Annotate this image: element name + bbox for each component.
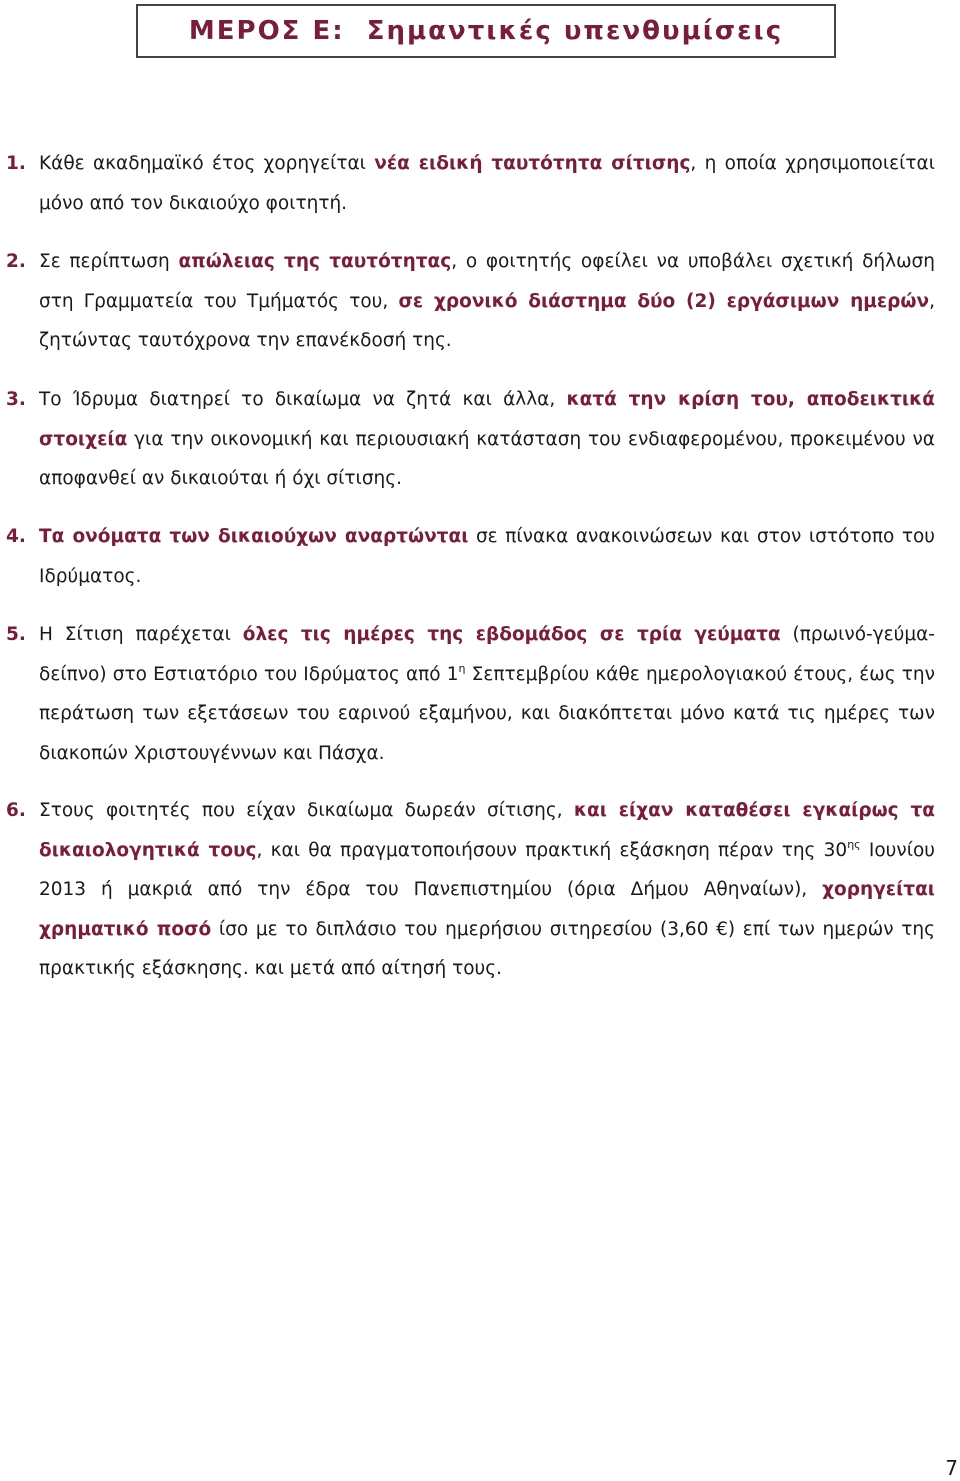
- highlight-text: απώλειας της ταυτότητας: [178, 251, 452, 272]
- highlight-text: Τα ονόματα των δικαιούχων αναρτώνται: [39, 526, 469, 547]
- superscript: η: [458, 661, 466, 675]
- item-text: [39, 380, 935, 499]
- list-item-2: [0, 242, 935, 361]
- text-run: Κάθε ακαδημαϊκό έτος χορηγείται: [39, 153, 375, 174]
- item-text: [39, 791, 935, 989]
- item-text: [39, 144, 935, 223]
- item-text: [39, 242, 935, 361]
- list-item-6: [0, 791, 935, 989]
- item-text: [39, 517, 935, 596]
- text-run: Ιουνίου 2013 ή μακριά από την έδρα του Πανεπιστημίου (όρια Δήμου Αθηναίων),: [39, 839, 935, 900]
- text-run: σε πίνακα ανακοινώσεων και στον ιστότοπο του Ιδρύματος.: [39, 526, 935, 587]
- text-run: , ζητώντας ταυτόχρονα την επανέκδοσή της.: [39, 290, 935, 351]
- superscript: ης: [847, 837, 861, 851]
- list-item-3: [0, 380, 935, 499]
- item-number: 3.: [6, 389, 26, 410]
- list-item-5: [0, 615, 935, 773]
- text-run: (πρωινό-γεύμα-δείπνο) στο Εστιατόριο του Ιδρύματος από 1: [39, 624, 935, 685]
- list-item-1: [0, 144, 935, 223]
- section-title-box: [136, 4, 836, 58]
- highlight-text: όλες τις ημέρες της εβδομάδος σε τρία γεύματα: [242, 624, 781, 645]
- text-run: , ο φοιτητής οφείλει να υποβάλει σχετική δήλωση στη Γραμματεία του Τμήματός του,: [39, 251, 936, 312]
- section-title: ΜΕΡΟΣ Ε: Σημαντικές υπενθυμίσεις: [188, 16, 784, 46]
- highlight-text: κατά την κρίση του, αποδεικτικά στοιχεία: [39, 389, 935, 450]
- text-run: Σε περίπτωση: [39, 251, 179, 272]
- highlight-text: χορηγείται χρηματικό ποσό: [39, 879, 935, 940]
- text-run: , η οποία χρησιμοποιείται μόνο από τον δικαιούχο φοιτητή.: [39, 153, 935, 214]
- text-run: Το Ίδρυμα διατηρεί το δικαίωμα να ζητά και άλλα,: [39, 389, 567, 410]
- text-run: Η Σίτιση παρέχεται: [39, 624, 243, 645]
- item-text: [39, 615, 935, 773]
- item-number: 4.: [6, 526, 26, 547]
- page-number: 7: [945, 1456, 958, 1480]
- item-number: 6.: [6, 800, 26, 821]
- text-run: Σεπτεμβρίου κάθε ημερολογιακού έτους, έως την περάτωση των εξετάσεων του εαρινού εξαμήνου, και διακόπτεται μόνο κατά τις ημέρες των διακοπών Χριστουγέννων και Πάσχα.: [39, 663, 935, 764]
- text-run: για την οικονομική και περιουσιακή κατάσταση του ενδιαφερομένου, προκειμένου να αποφανθεί αν δικαιούται ή όχι σίτισης.: [39, 428, 935, 489]
- highlight-text: νέα ειδική ταυτότητα σίτισης: [374, 153, 691, 174]
- text-run: ίσο με το διπλάσιο του ημερήσιου σιτηρεσίου (3,60 €) επί των ημερών της πρακτικής εξάσκησης. και μετά από αίτησή τους.: [39, 918, 935, 979]
- item-number: 2.: [6, 251, 26, 272]
- text-run: Στους φοιτητές που είχαν δικαίωμα δωρεάν σίτισης,: [39, 800, 574, 821]
- highlight-text: σε χρονικό διάστημα δύο (2) εργάσιμων ημερών: [398, 290, 930, 312]
- list-item-4: [0, 517, 935, 596]
- highlight-text: και είχαν καταθέσει εγκαίρως τα δικαιολογητικά τους: [39, 800, 935, 861]
- item-number: 1.: [6, 153, 26, 174]
- text-run: , και θα πραγματοποιήσουν πρακτική εξάσκηση πέραν της 30: [256, 839, 848, 861]
- item-number: 5.: [6, 624, 26, 645]
